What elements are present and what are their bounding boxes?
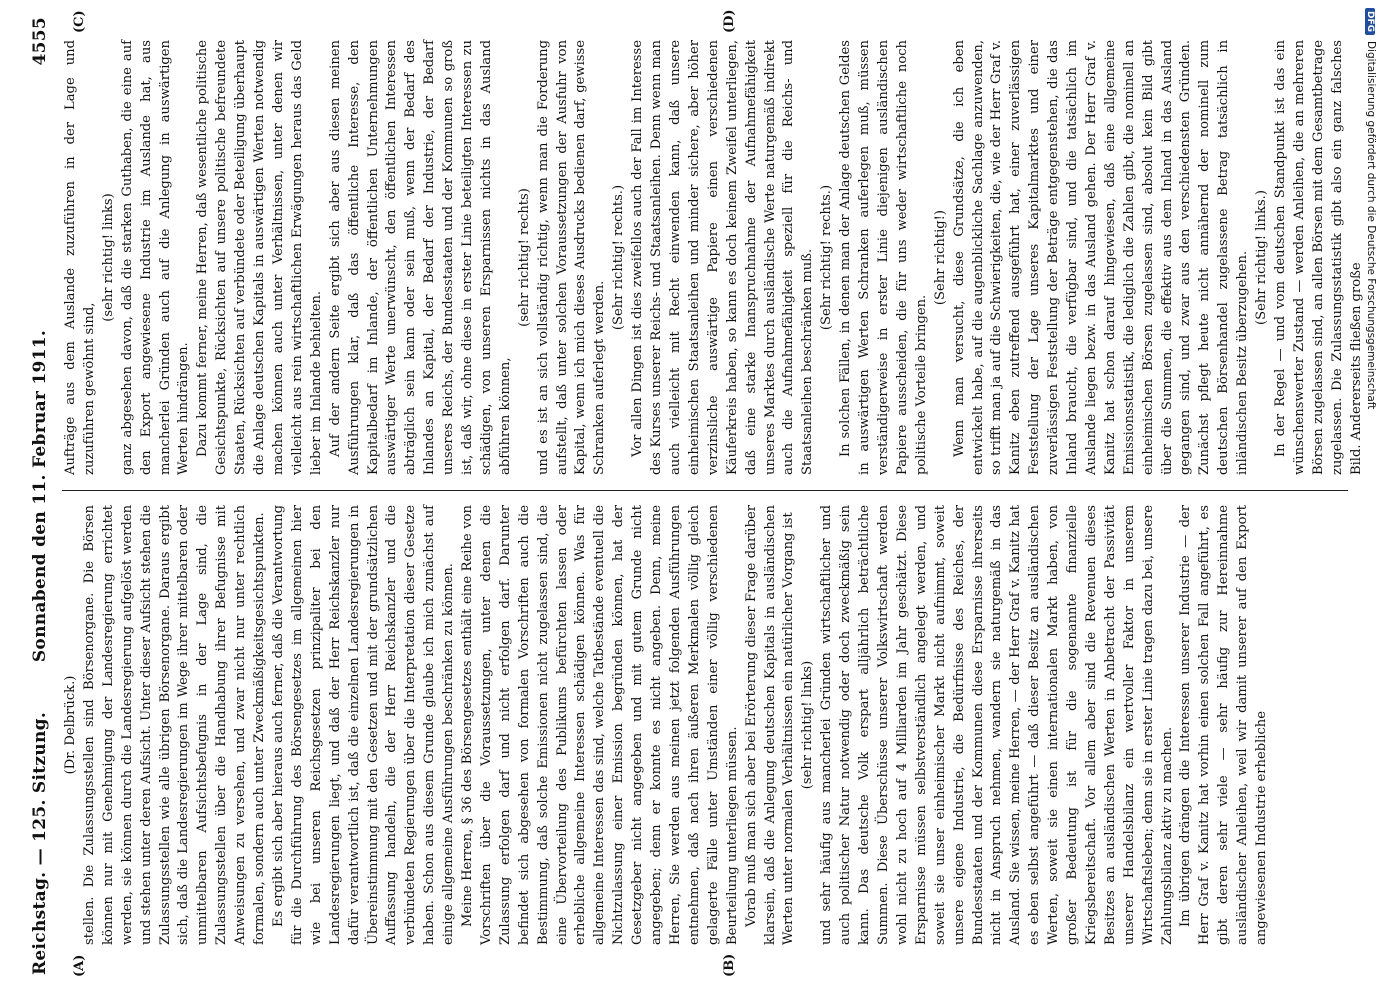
paragraph: ganz abgesehen davon, daß die starken Guthaben, die eine auf den Export angewiesene Industrie im Auslande hat, aus mancherlei Gründen auch auf die Anlegung in auswärtigen Werten hindrängen.: [119, 40, 192, 475]
credit-text: Digitalisierung gefördert durch die Deutsche Forschungsgemeinschaft: [1365, 41, 1377, 410]
paragraph: Auf der andern Seite ergibt sich aber aus diesen meinen Ausführungen klar, daß das öffentliche Interesse, den Kapitalbedarf im Inlande, der öffentlichen Unternehmungen auswärtiger Werte unerwünscht, den öffentlichen Interessen abträglich sein kann oder sein muß, wenn der Bedarf des Inlandes an Kapital, der Bedarf der Industrie, der Bedarf unseres Reichs, der Bundesstaaten und der Kommunen so groß ist, daß wir, ohne diese in erster Linie beteiligten Interessen zu schädigen, von unseren Ersparnissen nichts in das Ausland abführen können,: [327, 40, 513, 475]
paragraph: Dazu kommt ferner, meine Herren, daß wesentliche politische Gesichtspunkte, Rücksichten auf unsere politische befreundete Staaten, Rücksichten auf verbündete oder Beteiligung überhaupt die Anlage deutschen Kapitals in auswärtigen Werten notwendig machen können auch unter Verhältnissen, unter denen wir vielleicht aus rein wirtschaftlichen Erwägungen heraus das Geld lieber im Inlande behielten.: [195, 40, 324, 475]
left-column: [62, 505, 1352, 945]
header-date: Sonnabend den 11. Februar 1911.: [30, 329, 50, 663]
paragraph: Im übrigen drängen die Interessen unserer Industrie — der Herr Graf v. Kanitz hat vorhin einen solchen Fall angeführt, es gibt deren sehr viele — sehr häufig zur Hereinnahme ausländischer Anleihen, weil wir damit unserer auf den Export angewiesenen Industrie erhebliche: [1178, 505, 1270, 945]
right-column: [62, 40, 1364, 475]
paragraph: und es ist an sich vollständig richtig, wenn man die Forderung aufstellt, daß unter solchen Voraussetzungen der Ausfuhr von Kapital, wenn ich mich dieses Ausdrucks bedienen darf, gewisse Schranken auferlegt werden.: [535, 40, 608, 475]
interjection: (sehr richtig! links): [800, 660, 816, 790]
dfg-logo-icon: DFG: [1365, 8, 1375, 35]
page-header: [30, 17, 54, 975]
paragraph: Vorab muß man sich aber bei Erörterung dieser Frage darüber klarsein, daß die Anlegung deutschen Kapitals in ausländischen Werten unter normalen Verhältnissen ein natürlicher Vorgang ist: [743, 505, 797, 945]
margin-marker-a: (A): [72, 954, 87, 977]
interjection: (Sehr richtig! rechts.): [819, 184, 835, 331]
column-divider: [62, 490, 1348, 491]
page-number: 4555: [30, 17, 50, 66]
margin-marker-b: (B): [722, 953, 737, 977]
paragraph: Wenn man versucht, diese Grundsätze, die ich eben entwickelt habe, auf die augenblickliche Sachlage anzuwenden, so trifft man ja auf die Schwierigkeiten, die, wie der Herr Graf v. Kanitz eben zutreffend ausgeführt hat, einer zuverlässigen Feststellung der Lage unseres Kapitalmarktes und einer zuverlässigen Feststellung der Beträge entgegenstehen, die das Inland braucht, die verfügbar sind, und die tatsächlich im Auslande liegen bezw. in das Ausland gehen. Der Herr Graf v. Kanitz hat schon darauf hingewiesen, daß eine allgemeine Emissionsstatistik, die lediglich die Zahlen gibt, die nominell an einheimischen Börsen zugelassen sind, absolut kein Bild gibt über die Summen, die effektiv aus dem Inland in das Ausland gegangen sind, und zwar aus den verschiedensten Gründen. Zunächst pflegt heute nicht annähernd der nominell zum deutschen Börsenhandel zugelassene Betrag tatsächlich in inländischen Besitz überzugehen.: [951, 40, 1251, 475]
interjection: (Sehr richtig! rechts.): [611, 184, 627, 331]
digitization-credit: [1362, 8, 1380, 988]
paragraph: Vor allen Dingen ist dies zweifellos auch der Fall im Interesse des Kurses unserer Reichs- und Staatsanleihen. Denn wenn man auch vielleicht mit Recht einwenden kann, daß unsere einheimischen Staatsanleihen und minder sichere, aber höher verzinsliche auswärtige Papiere einen verschiedenen Käuferkreis haben, so kann es doch keinem Zweifel unterliegen, daß eine starke Inanspruchnahme der Aufnahmefähigkeit unseres Marktes durch ausländische Werte naturgemäß indirekt auch die Aufnahmefähigkeit speziell für die Reichs- und Staatsanleihen beschränken muß.: [630, 40, 816, 475]
interjection: (sehr richtig! links): [100, 193, 116, 322]
interjection: (Sehr richtig! links.): [1254, 190, 1270, 325]
paragraph: In solchen Fällen, in denen man der Anlage deutschen Geldes in auswärtigen Werten Schranken auferlegen muß, müssen verständigerweise in erster Linie diejenigen ausländischen Papiere ausscheiden, die für uns weder wirtschaftliche noch politische Vorteile bringen.: [838, 40, 929, 475]
paragraph: Aufträge aus dem Auslande zuzuführen in der Lage und zuzuführen gewöhnt sind,: [63, 40, 97, 475]
interjection: (Sehr richtig!): [932, 209, 948, 306]
margin-marker-d: (D): [722, 9, 737, 33]
margin-marker-c: (C): [72, 10, 87, 33]
speaker-name: (Dr. Delbrück.): [63, 675, 78, 775]
header-left: Reichstag. — 125. Sitzung.: [30, 711, 50, 975]
paragraph: Meine Herren, § 36 des Börsengesetzes enthält eine Reihe von Vorschriften über die Voraussetzungen, unter denen die Zulassung erfolgen darf und nicht erfolgen darf. Darunter befindet sich abgesehen von formalen Vorschriften auch die Bestimmung, daß solche Emissionen nicht zugelassen sind, die eine Übervorteilung des Publikums befürchten lassen oder erhebliche allgemeine Interessen schädigen können. Was für allgemeine Interessen das sind, welche Tatbestände eventuell die Nichtzulassung einer Emission begründen können, hat der Gesetzgeber nicht angegeben und mit gutem Grunde nicht angegeben; denn er konnte es nicht angeben. Denn, meine Herren, Sie werden aus meinen jetzt folgenden Ausführungen entnehmen, daß nach ihren äußeren Merkmalen völlig gleich gelagerte Fälle unter Umständen einer völlig verschiedenen Beurteilung unterliegen müssen.: [460, 505, 740, 945]
paragraph: stellen. Die Zulassungsstellen sind Börsenorgane. Die Börsen können nur mit Genehmigung der Landesregierung errichtet werden, sie können durch die Landesregierung aufgelöst werden und stehen unter deren Aufsicht. Unter dieser Aufsicht stehen die Zulassungsstellen wie alle übrigen Börsenorgane. Daraus ergibt sich, daß die Landesregierungen im Wege ihrer mittelbaren oder unmittelbaren Aufsichtsbefugnis in der Lage sind, die Zulassungsstellen über die Handhabung ihrer Befugnisse mit Anweisungen zu versehen, und zwar nicht nur unter rechtlich formalen, sondern auch unter Zweckmäßigkeitsgesichtspunkten.: [81, 505, 268, 945]
paragraph: In der Regel — und vom deutschen Standpunkt ist das ein wünschenswerter Zustand — werden Anleihen, die an mehreren Börsen zugelassen sind, an allen Börsen mit dem Gesamtbetrage zugelassen. Die Zulassungsstatistik gibt also ein ganz falsches Bild. Andererseits fließen große: [1273, 40, 1364, 475]
paragraph: und sehr häufig aus mancherlei Gründen wirtschaftlicher und auch politischer Natur notwendig oder doch zweckmäßig sein kann. Das deutsche Volk erspart alljährlich beträchtliche Summen. Diese Überschüsse unserer Volkswirtschaft werden wohl nicht zu hoch auf 4 Milliarden im Jahr geschätzt. Diese Ersparnisse müssen selbstverständlich angelegt werden, und soweit sie unser einheimischer Markt nicht aufnimmt, soweit unsere eigene Industrie, die Bedürfnisse des Reiches, der Bundesstaaten und der Kommunen diese Ersparnisse ihrerseits nicht in Anspruch nehmen, wandern sie naturgemäß in das Ausland. Sie wissen, meine Herren, — der Herr Graf v. Kanitz hat es eben selbst angeführt — daß dieser Besitz an ausländischen Werten, soweit sie einen internationalen Markt haben, von großer Bedeutung ist für die sogenannte finanzielle Kriegsbereitschaft. Vor allem aber sind die Revenuen dieses Besitzes an ausländischen Werten in Anbetracht der Passivität unserer Handelsbilanz ein wertvoller Faktor in unserem Wirtschaftsleben; denn sie in erster Linie tragen dazu bei, unsere Zahlungsbilanz aktiv zu machen.: [819, 505, 1175, 945]
document-page: [22, 5, 1362, 985]
paragraph: Es ergibt sich aber hieraus auch ferner, daß die Verantwortung für die Durchführung des Börsengesetzes im allgemeinen hier wie bei unseren Reichsgesetzen prinzipaliter bei den Landesregierungen liegt, und daß der Herr Reichskanzler nur dafür verantwortlich ist, daß die einzelnen Landesregierungen in Übereinstimmung mit den Gesetzen und mit der grundsätzlichen Auffassung handeln, die der Herr Reichskanzler und die verbündeten Regierungen über die Interpretation dieser Gesetze haben. Schon aus diesem Grunde glaube ich mich zunächst auf einige allgemeine Ausführungen beschränken zu können.: [270, 505, 457, 945]
interjection: (sehr richtig! rechts): [516, 188, 532, 327]
